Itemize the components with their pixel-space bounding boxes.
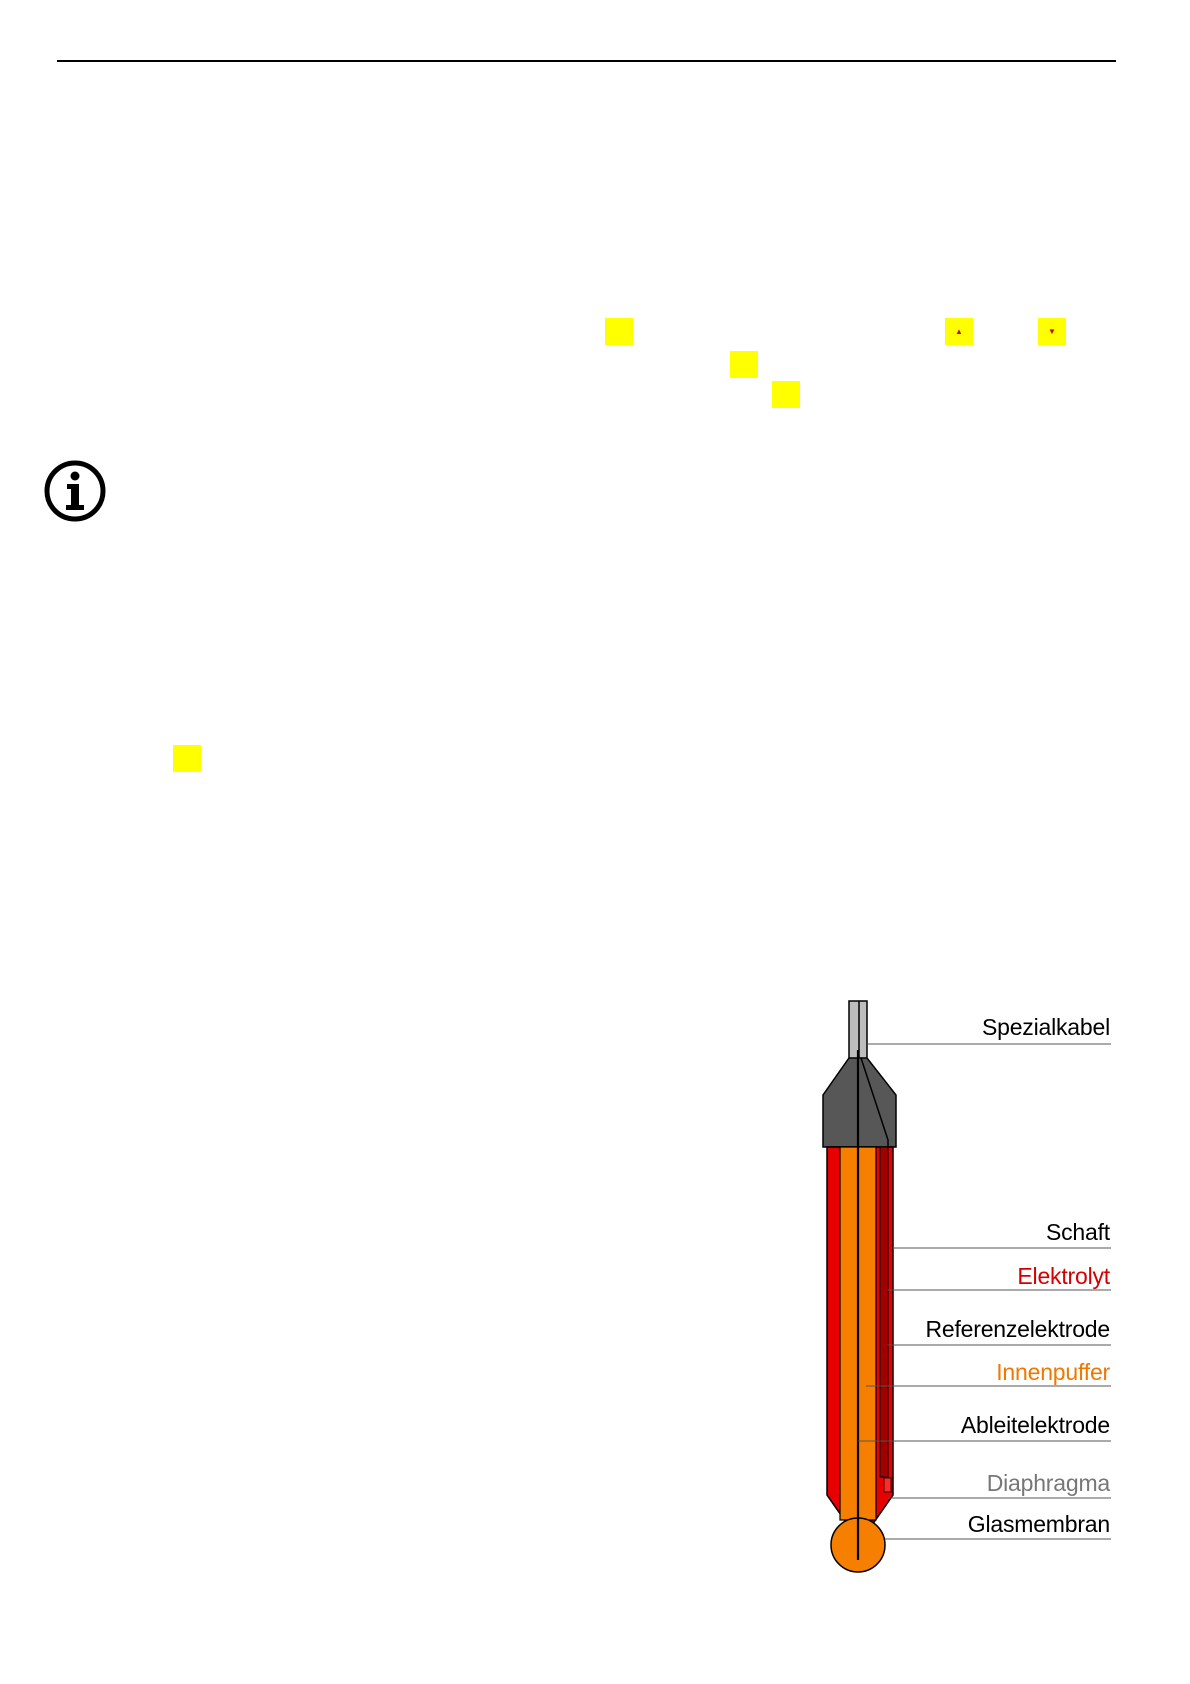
arrow-down-icon: ▼ [1048,326,1056,336]
label-referenzelektrode: Referenzelektrode [925,1316,1110,1342]
arrow-up-icon: ▲ [955,326,963,336]
label-glasmembran: Glasmembran [967,1511,1110,1537]
label-spezialkabel: Spezialkabel [981,1014,1110,1040]
label-ableitelektrode: Ableitelektrode [960,1412,1110,1438]
head-shape [823,1058,896,1147]
label-schaft: Schaft [1045,1219,1110,1245]
label-diaphragma: Diaphragma [986,1470,1110,1496]
label-elektrolyt: Elektrolyt [1017,1263,1110,1289]
label-innenpuffer: Innenpuffer [996,1359,1110,1385]
